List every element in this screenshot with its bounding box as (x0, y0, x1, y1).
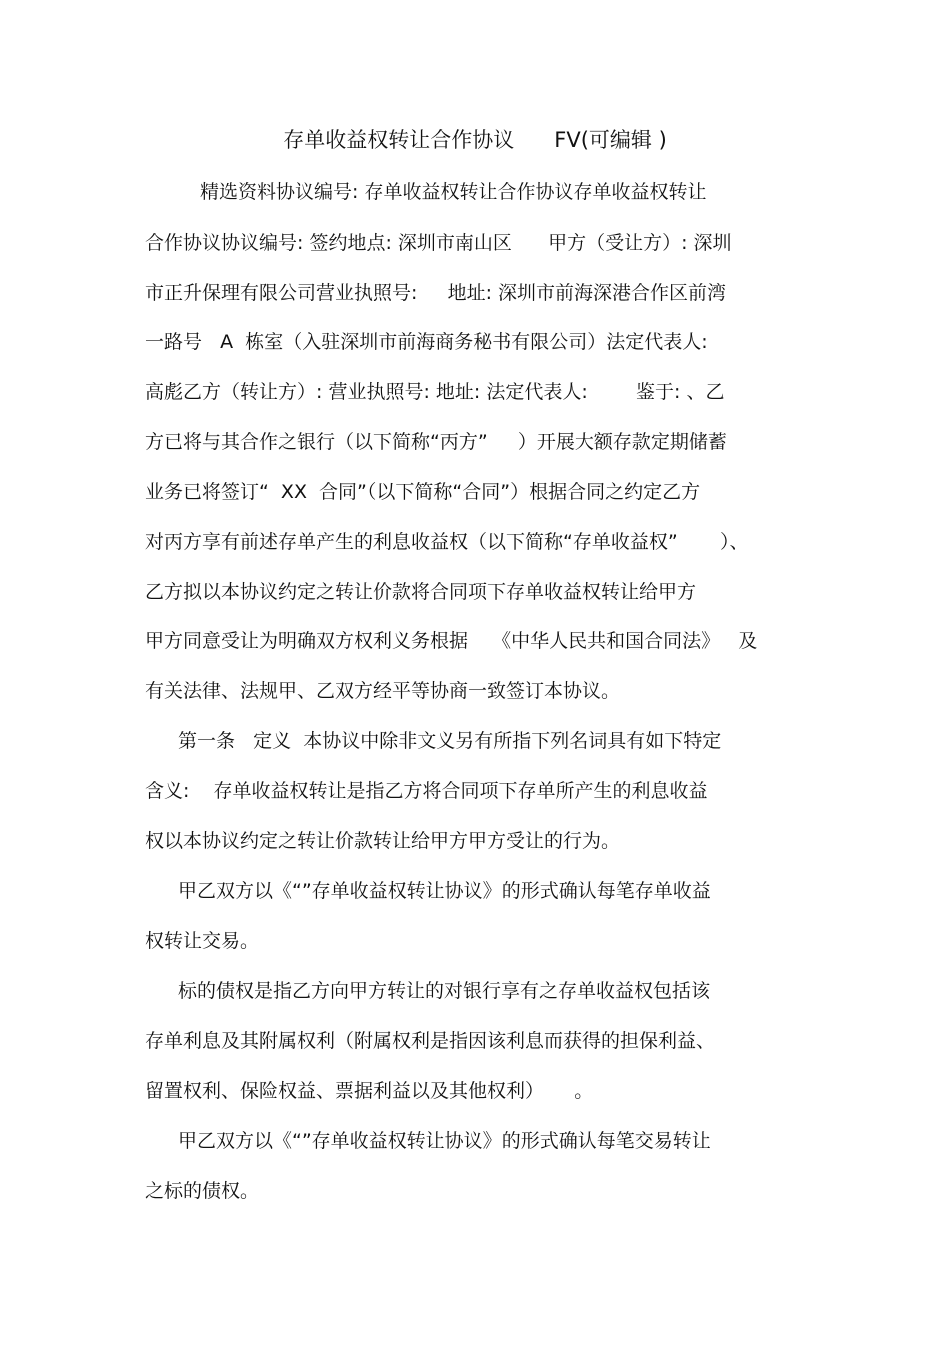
text-line: 留置权利、保险权益、票据利益以及其他权利） 。 (145, 1080, 594, 1102)
text-line: 存单利息及其附属权利（附属权利是指因该利息而获得的担保利益、 (145, 1030, 716, 1052)
document-title: 存单收益权转让合作协议 FV(可编辑 ) (283, 128, 667, 152)
text-line: 方已将与其合作之银行（以下简称“丙方” ）开展大额存款定期储蓄 (145, 431, 727, 453)
text-line: 之标的债权。 (145, 1180, 260, 1202)
text-line: 有关法律、法规甲、乙双方经平等协商一致签订本协议。 (145, 680, 621, 702)
text-line: 标的债权是指乙方向甲方转让的对银行享有之存单收益权包括该 (178, 980, 711, 1002)
text-line: 业务已将签订“ XX 合同”（以下简称“合同”）根据合同之约定乙方 (145, 481, 701, 503)
text-line: 高彪乙方（转让方）: 营业执照号: 地址: 法定代表人: 鉴于: 、乙 (145, 381, 725, 403)
text-line: 合作协议协议编号: 签约地点: 深圳市南山区 甲方（受让方）: 深圳 (145, 232, 732, 254)
text-line: 市正升保理有限公司营业执照号: 地址: 深圳市前海深港合作区前湾 (145, 282, 727, 304)
text-line: 甲乙双方以《“”存单收益权转让协议》的形式确认每笔交易转让 (178, 1130, 711, 1152)
text-line: 乙方拟以本协议约定之转让价款将合同项下存单收益权转让给甲方 (145, 581, 697, 603)
text-line: 对丙方享有前述存单产生的利息收益权（以下简称“存单收益权” ）、 (145, 531, 749, 553)
text-line: 精选资料协议编号: 存单收益权转让合作协议存单收益权转让 (200, 181, 707, 203)
text-line: 甲乙双方以《“”存单收益权转让协议》的形式确认每笔存单收益 (178, 880, 711, 902)
text-line: 甲方同意受让为明确双方权利义务根据 《中华人民共和国合同法》 及 (145, 630, 758, 652)
text-line: 一路号 A 栋室（入驻深圳市前海商务秘书有限公司）法定代表人: (145, 331, 708, 353)
text-line: 权以本协议约定之转让价款转让给甲方甲方受让的行为。 (145, 830, 621, 852)
text-line: 权转让交易。 (145, 930, 260, 952)
text-line: 含义: 存单收益权转让是指乙方将合同项下存单所产生的利息收益 (145, 780, 708, 802)
text-line: 第一条 定义 本协议中除非文义另有所指下列名词具有如下特定 (178, 730, 722, 752)
